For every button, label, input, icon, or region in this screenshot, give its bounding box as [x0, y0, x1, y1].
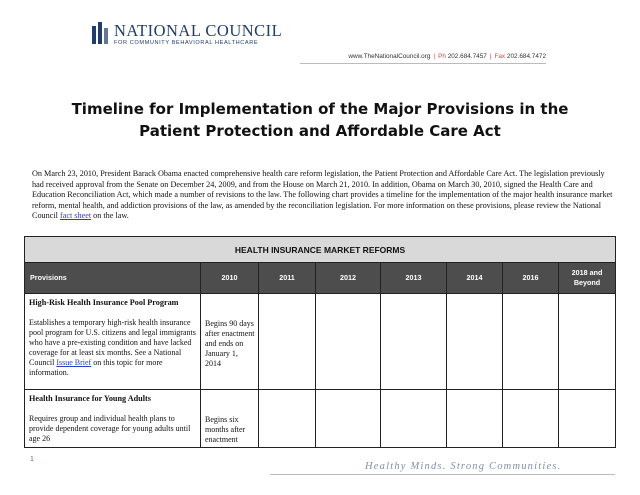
- col-provisions: Provisions: [25, 263, 201, 294]
- page-title: [20, 98, 620, 142]
- cell-2014: [447, 390, 503, 448]
- col-2018-beyond: 2018 and Beyond: [559, 263, 616, 294]
- org-logo: [92, 22, 282, 47]
- col-2010: 2010: [201, 263, 259, 294]
- fact-sheet-link[interactable]: fact sheet: [59, 211, 92, 221]
- intro-paragraph: [32, 169, 616, 222]
- cell-2011: [259, 390, 316, 448]
- table-row: [25, 390, 616, 448]
- org-subtitle: FOR COMMUNITY BEHAVIORAL HEALTHCARE: [114, 40, 259, 46]
- org-name: NATIONAL COUNCIL: [114, 21, 283, 40]
- website-link[interactable]: www.TheNationalCouncil.org: [348, 53, 431, 60]
- logo-mark-icon: [92, 22, 110, 44]
- table-row: [25, 294, 616, 390]
- cell-2016: [503, 390, 559, 448]
- cell-2011: [259, 294, 316, 390]
- column-header-row: [25, 263, 616, 294]
- cell-2018: [559, 390, 616, 448]
- provision-desc: Establishes a temporary high-risk health insurance pool program for U.S. citizens and legal immigrants who have a pre-existing condition and have lacked coverage for at least six months. See a National Council: [29, 318, 196, 367]
- col-2011: 2011: [259, 263, 316, 294]
- footer-tagline: Healthy Minds. Strong Communities.: [365, 461, 562, 472]
- col-2014: 2014: [447, 263, 503, 294]
- fax-number: 202.684.7472: [506, 53, 546, 60]
- provision-desc: Requires group and individual health plans to provide dependent coverage for young adults until age 26: [29, 414, 191, 443]
- cell-2016: [503, 294, 559, 390]
- intro-text-2: on the law.: [91, 211, 129, 221]
- col-2013: 2013: [381, 263, 447, 294]
- header-rule: [300, 63, 546, 64]
- cell-2013: [381, 294, 447, 390]
- provision-desc-end: on this topic for more information.: [29, 358, 163, 377]
- title-line-1: Timeline for Implementation of the Major Provisions in the: [71, 100, 569, 118]
- col-2016: 2016: [503, 263, 559, 294]
- col-2012: 2012: [316, 263, 381, 294]
- timeline-table: [24, 236, 616, 448]
- footer-rule: [270, 474, 615, 475]
- cell-2010: Begins six months after enactment: [201, 390, 259, 448]
- contact-line: www.TheNationalCouncil.org | Ph 202.684.7457 | Fax 202.684.7472: [348, 53, 546, 60]
- cell-2014: [447, 294, 503, 390]
- cell-2018: [559, 294, 616, 390]
- provision-cell: [25, 294, 201, 390]
- phone-number: 202.684.7457: [447, 53, 487, 60]
- fax-label: Fax: [494, 53, 506, 60]
- cell-2013: [381, 390, 447, 448]
- cell-2012: [316, 390, 381, 448]
- cell-2010: Begins 90 days after enactment and ends on January 1, 2014: [201, 294, 259, 390]
- provision-heading: Health Insurance for Young Adults: [29, 394, 151, 403]
- section-header: HEALTH INSURANCE MARKET REFORMS: [25, 237, 616, 263]
- page-number: 1: [30, 456, 34, 463]
- provision-cell: [25, 390, 201, 448]
- title-line-2: Patient Protection and Affordable Care Act: [139, 122, 501, 140]
- phone-label: Ph: [438, 53, 446, 60]
- cell-2012: [316, 294, 381, 390]
- issue-brief-link[interactable]: Issue Brief: [56, 358, 92, 367]
- provision-heading: High-Risk Health Insurance Pool Program: [29, 298, 179, 307]
- intro-text-1: On March 23, 2010, President Barack Obama enacted comprehensive health care reform legislation, the Patient Protection and Affordable Care Act. The legislation previously had received approval from the Senate on December 24, 2009, and from the House on March 21, 2010. In addition, Obama on March 30, 2010, signed the Health Care and Education Reconciliation Act, which made a number of revisions to the law. The following chart provides a timeline for the implementation of the major health insurance market reform, mental health, and addiction provisions of the law, as amended by the reconciliation legislation. For more information on these provisions, please review the National Council: [32, 169, 613, 221]
